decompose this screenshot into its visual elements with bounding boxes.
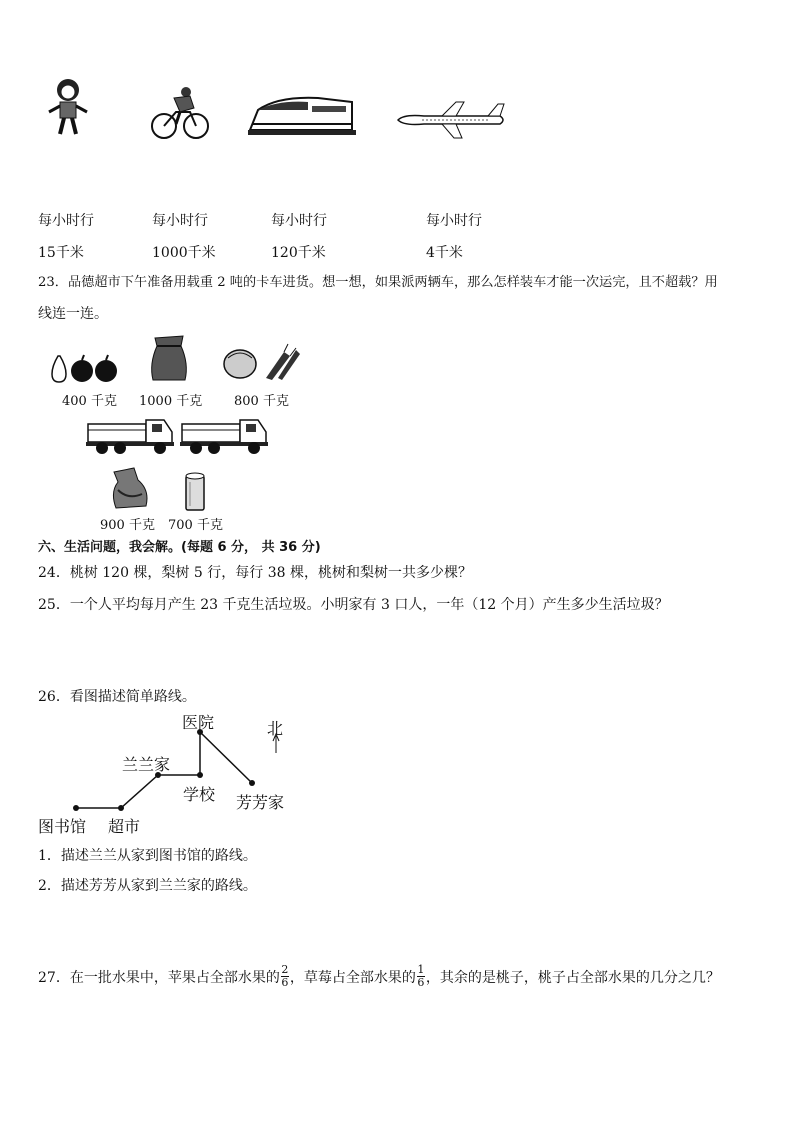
item-weight-800: 800 千克	[234, 394, 289, 409]
q27-part1: 27．在一批水果中，苹果占全部水果的	[38, 969, 280, 986]
speed-value-2: 1000千米	[152, 245, 216, 261]
fraction-strawberry-num: 1	[417, 963, 425, 976]
q23-text-line1: 23．品德超市下午准备用载重 2 吨的卡车进货。想一想，如果派两辆车，那么怎样装车才能一次运完，且不超载？用	[38, 275, 718, 290]
fraction-strawberry-den: 6	[417, 976, 425, 989]
fraction-apple-num: 2	[281, 963, 289, 976]
map-label-north: 北	[267, 719, 284, 738]
q27-part3: ，其余的是桃子，桃子占全部水果的几分之几？	[425, 969, 720, 986]
map-label-library: 图书馆	[38, 817, 87, 836]
node-supermarket	[118, 805, 124, 811]
item-weight-1000: 1000 千克	[139, 394, 203, 409]
item-weight-900: 900 千克	[100, 518, 155, 533]
speed-label-4: 每小时行	[426, 213, 482, 229]
map-label-fangfang-home: 芳芳家	[236, 793, 285, 812]
speed-value-4: 4千米	[426, 245, 463, 261]
q25-text: 25．一个人平均每月产生 23 千克生活垃圾。小明家有 3 口人，一年（12 个月）产生多少生活垃圾？	[38, 597, 669, 613]
q27-part2: ，草莓占全部水果的	[289, 969, 416, 986]
speed-label-2: 每小时行	[152, 213, 208, 229]
q26-sub2: 2．描述芳芳从家到兰兰家的路线。	[38, 878, 257, 894]
map-label-supermarket: 超市	[108, 817, 141, 836]
fraction-apple-den: 6	[281, 976, 289, 989]
fraction-apple	[281, 964, 289, 989]
map-label-lanlan-home: 兰兰家	[122, 755, 171, 774]
speed-value-3: 120千米	[271, 245, 326, 261]
q26-sub1: 1．描述兰兰从家到图书馆的路线。	[38, 848, 257, 864]
speed-value-1: 15千米	[38, 245, 84, 261]
item-weight-700: 700 千克	[168, 518, 223, 533]
node-library	[73, 805, 79, 811]
map-label-hospital: 医院	[182, 713, 215, 732]
speed-label-3: 每小时行	[271, 213, 327, 229]
q27-line	[38, 964, 720, 989]
section-six-title: 六、生活问题，我会解。(每题 6 分， 共 36 分)	[38, 540, 321, 555]
speed-label-1: 每小时行	[38, 213, 94, 229]
q24-text: 24．桃树 120 棵，梨树 5 行，每行 38 棵，桃树和梨树一共多少棵？	[38, 565, 472, 581]
item-weight-400: 400 千克	[62, 394, 117, 409]
q26-text: 26．看图描述简单路线。	[38, 689, 196, 705]
node-fangfang	[249, 780, 255, 786]
node-school	[197, 772, 203, 778]
fraction-strawberry	[417, 964, 425, 989]
q23-text-line2: 线连一连。	[38, 306, 108, 322]
map-label-school: 学校	[183, 785, 216, 804]
